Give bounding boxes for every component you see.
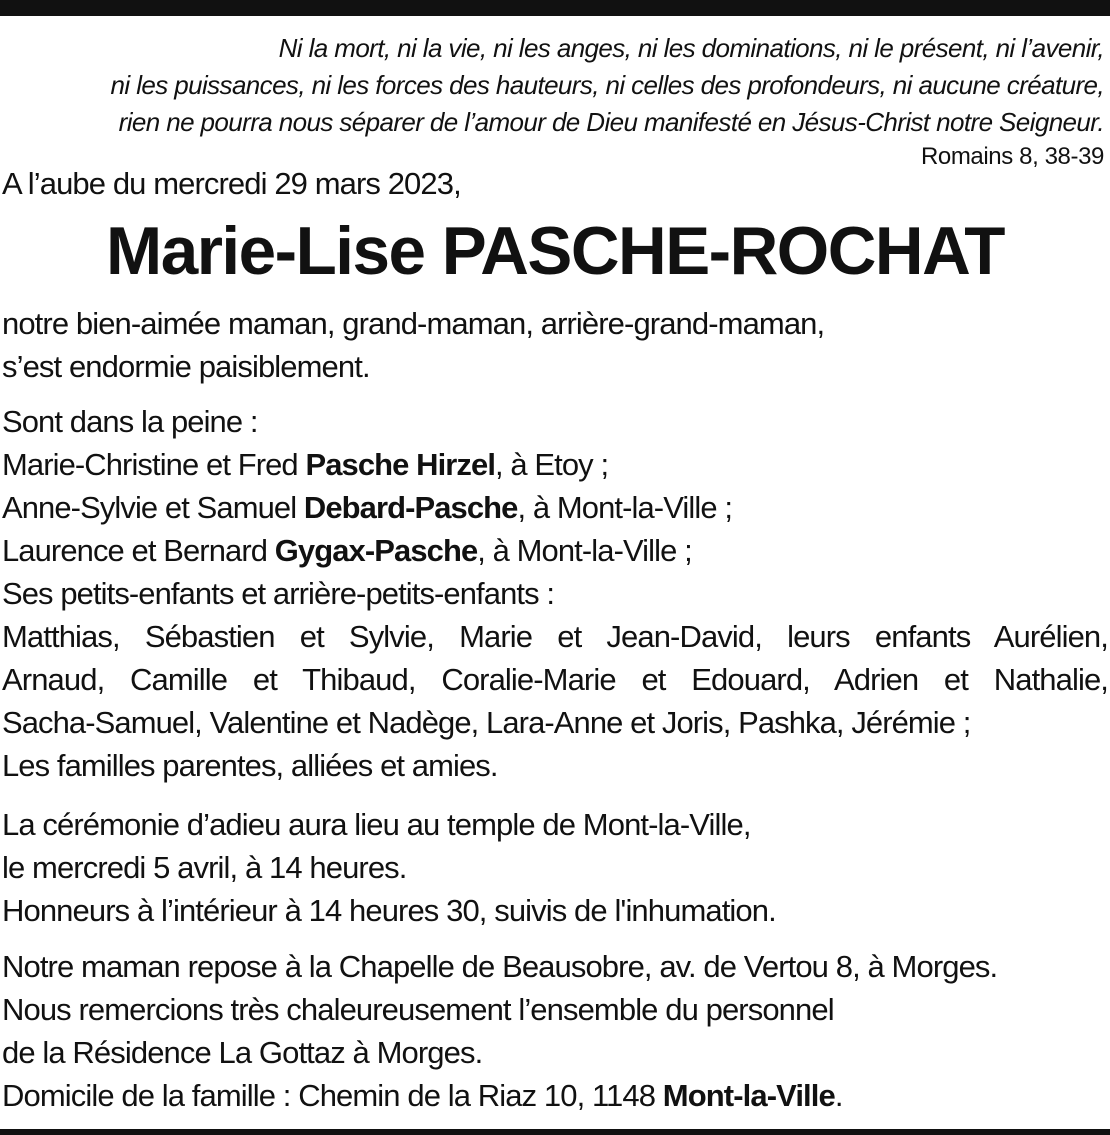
closing-paragraph (2, 945, 997, 1117)
intro-line: s’est endormie paisiblement. (2, 349, 370, 384)
intro-line: notre bien-aimée maman, grand-maman, arrière-grand-maman, (2, 306, 825, 341)
family-address (2, 1074, 997, 1117)
ceremony-line: La cérémonie d’adieu aura lieu au temple de Mont-la-Ville, (2, 807, 751, 842)
family-first-names: Anne-Sylvie et Samuel (2, 490, 304, 525)
family-surname: Gygax-Pasche (274, 533, 478, 568)
address-end: . (834, 1078, 843, 1113)
family-location: , à Mont-la-Ville ; (517, 490, 733, 525)
epigraph-line: Ni la mort, ni la vie, ni les anges, ni les dominations, ni le présent, ni l’avenir, (278, 33, 1104, 63)
top-border-rule (0, 0, 1110, 16)
mourners-heading: Sont dans la peine : (2, 404, 258, 439)
grandchildren-line: Matthias, Sébastien et Sylvie, Marie et Jean-David, leurs enfants Aurélien, (2, 619, 1108, 654)
intro-paragraph (2, 302, 824, 388)
epigraph-line: rien ne pourra nous séparer de l’amour de Dieu manifesté en Jésus-Christ notre Seigneur. (118, 107, 1104, 137)
grandchildren-line: Arnaud, Camille et Thibaud, Coralie-Marie et Edouard, Adrien et Nathalie, (2, 662, 1108, 697)
grandchildren-heading: Ses petits-enfants et arrière-petits-enfants : (2, 576, 555, 611)
closing-line: Nous remercions très chaleureusement l’ensemble du personnel (2, 992, 834, 1027)
grandchildren-line: Sacha-Samuel, Valentine et Nadège, Lara-Anne et Joris, Pashka, Jérémie ; (2, 705, 971, 740)
ceremony-line: le mercredi 5 avril, à 14 heures. (2, 850, 407, 885)
ceremony-line: Honneurs à l’intérieur à 14 heures 30, suivis de l'inhumation. (2, 893, 776, 928)
dateline: A l’aube du mercredi 29 mars 2023, (2, 166, 461, 201)
deceased-name: Marie-Lise PASCHE-ROCHAT (106, 213, 1004, 289)
family-first-names: Marie-Christine et Fred (2, 447, 306, 482)
family-line (2, 486, 1106, 529)
closing-line: Notre maman repose à la Chapelle de Beausobre, av. de Vertou 8, à Morges. (2, 949, 998, 984)
epigraph-line: ni les puissances, ni les forces des hauteurs, ni celles des profondeurs, ni aucune créature, (110, 70, 1104, 100)
address-town: Mont-la-Ville (662, 1078, 835, 1113)
family-first-names: Laurence et Bernard (2, 533, 275, 568)
mourners-closing: Les familles parentes, alliées et amies. (2, 748, 498, 783)
family-surname: Debard-Pasche (303, 490, 518, 525)
family-line (2, 443, 1106, 486)
address-text: Domicile de la famille : Chemin de la Riaz 10, 1148 (2, 1078, 663, 1113)
bible-epigraph (111, 30, 1104, 173)
closing-line: de la Résidence La Gottaz à Morges. (2, 1035, 483, 1070)
family-location: , à Etoy ; (495, 447, 609, 482)
epigraph-reference: Romains 8, 38-39 (920, 143, 1104, 170)
ceremony-paragraph (2, 803, 776, 932)
family-line (2, 529, 1106, 572)
family-surname: Pasche Hirzel (305, 447, 496, 482)
family-location: , à Mont-la-Ville ; (477, 533, 692, 568)
mourners-paragraph (2, 400, 1108, 787)
bottom-border-rule (0, 1129, 1110, 1135)
